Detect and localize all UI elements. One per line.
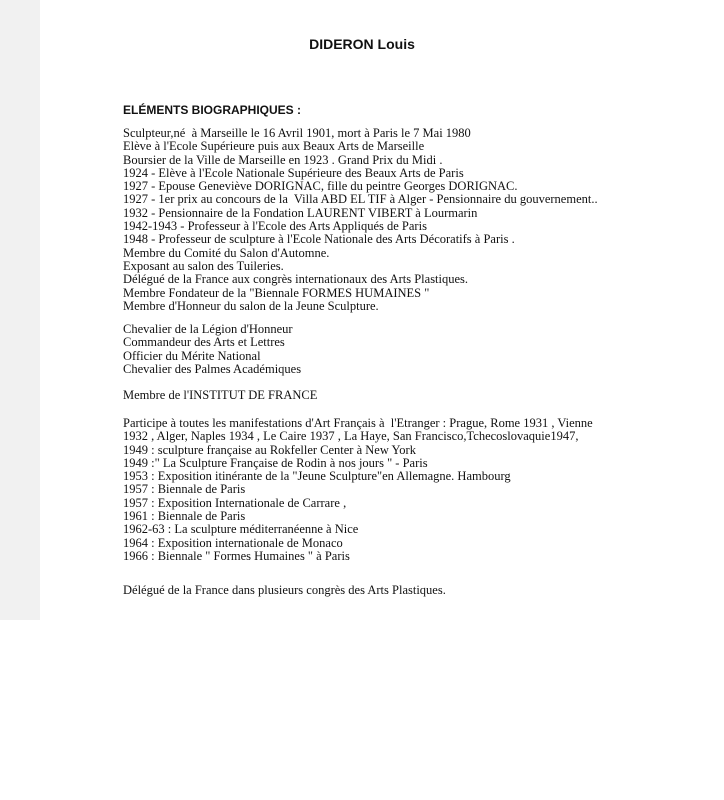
exhibition-line: Participe à toutes les manifestations d'Art Français à l'Etranger : Prague, Rome 1931 , Vienne: [123, 416, 593, 430]
honor-line: Chevalier des Palmes Académiques: [123, 361, 302, 376]
exhibition-line: 1949 :" La Sculpture Française de Rodin à nos jours " - Paris: [123, 455, 428, 470]
exhibition-line: 1961 : Biennale de Paris: [123, 509, 246, 524]
biography-block: [123, 127, 598, 313]
biography-line: Sculpteur,né à Marseille le 16 Avril 1901, mort à Paris le 7 Mai 1980: [123, 126, 471, 140]
exhibition-line: 1966 : Biennale " Formes Humaines " à Paris: [123, 548, 350, 563]
biography-line: Membre du Comité du Salon d'Automne.: [123, 245, 330, 260]
honor-line: Officier du Mérite National: [123, 348, 261, 363]
biography-line: 1948 - Professeur de sculpture à l'Ecole Nationale des Arts Décoratifs à Paris .: [123, 232, 515, 247]
closing-line: Délégué de la France dans plusieurs congrès des Arts Plastiques.: [123, 583, 446, 597]
institute-line: Membre de l'INSTITUT DE FRANCE: [123, 388, 318, 402]
exhibition-line: 1953 : Exposition itinérante de la "Jeune Sculpture"en Allemagne. Hambourg: [123, 469, 511, 484]
honors-block: [123, 323, 301, 376]
exhibition-line: 1932 , Alger, Naples 1934 , Le Caire 1937 , La Haye, San Francisco,Tchecoslovaquie1947,: [123, 429, 579, 444]
exhibition-line: 1957 : Exposition Internationale de Carrare ,: [123, 495, 347, 510]
biography-line: 1927 - Epouse Geneviève DORIGNAC, fille du peintre Georges DORIGNAC.: [123, 179, 518, 194]
biography-line: Membre d'Honneur du salon de la Jeune Sculpture.: [123, 298, 379, 313]
honor-line: Chevalier de la Légion d'Honneur: [123, 322, 293, 336]
exhibition-line: 1964 : Exposition internationale de Monaco: [123, 535, 343, 550]
honor-line: Commandeur des Arts et Lettres: [123, 335, 285, 350]
scan-edge: [0, 0, 40, 620]
exhibitions-block: [123, 417, 593, 563]
blank-area: [0, 620, 724, 800]
exhibition-line: 1949 : sculpture française au Rokfeller Center à New York: [123, 442, 416, 457]
section-heading: ELÉMENTS BIOGRAPHIQUES :: [123, 103, 302, 117]
biography-line: 1942-1943 - Professeur à l'Ecole des Arts Appliqués de Paris: [123, 219, 427, 234]
biography-line: Elève à l'Ecole Supérieure puis aux Beaux Arts de Marseille: [123, 139, 425, 154]
biography-line: 1924 - Elève à l'Ecole Nationale Supérieure des Beaux Arts de Paris: [123, 165, 464, 180]
closing-block: [123, 584, 446, 597]
document-title: DIDERON Louis: [309, 36, 415, 52]
institute-block: [123, 389, 317, 402]
biography-line: Délégué de la France aux congrès internationaux des Arts Plastiques.: [123, 272, 469, 287]
biography-line: Membre Fondateur de la "Biennale FORMES HUMAINES ": [123, 285, 430, 300]
exhibition-line: 1962-63 : La sculpture méditerranéenne à Nice: [123, 522, 359, 537]
exhibition-line: 1957 : Biennale de Paris: [123, 482, 246, 497]
biography-line: Boursier de la Ville de Marseille en 1923 . Grand Prix du Midi .: [123, 152, 443, 167]
biography-line: 1927 - 1er prix au concours de la Villa ABD EL TIF à Alger - Pensionnaire du gouvernement..: [123, 192, 598, 207]
biography-line: 1932 - Pensionnaire de la Fondation LAURENT VIBERT à Lourmarin: [123, 205, 478, 220]
biography-line: Exposant au salon des Tuileries.: [123, 258, 284, 273]
